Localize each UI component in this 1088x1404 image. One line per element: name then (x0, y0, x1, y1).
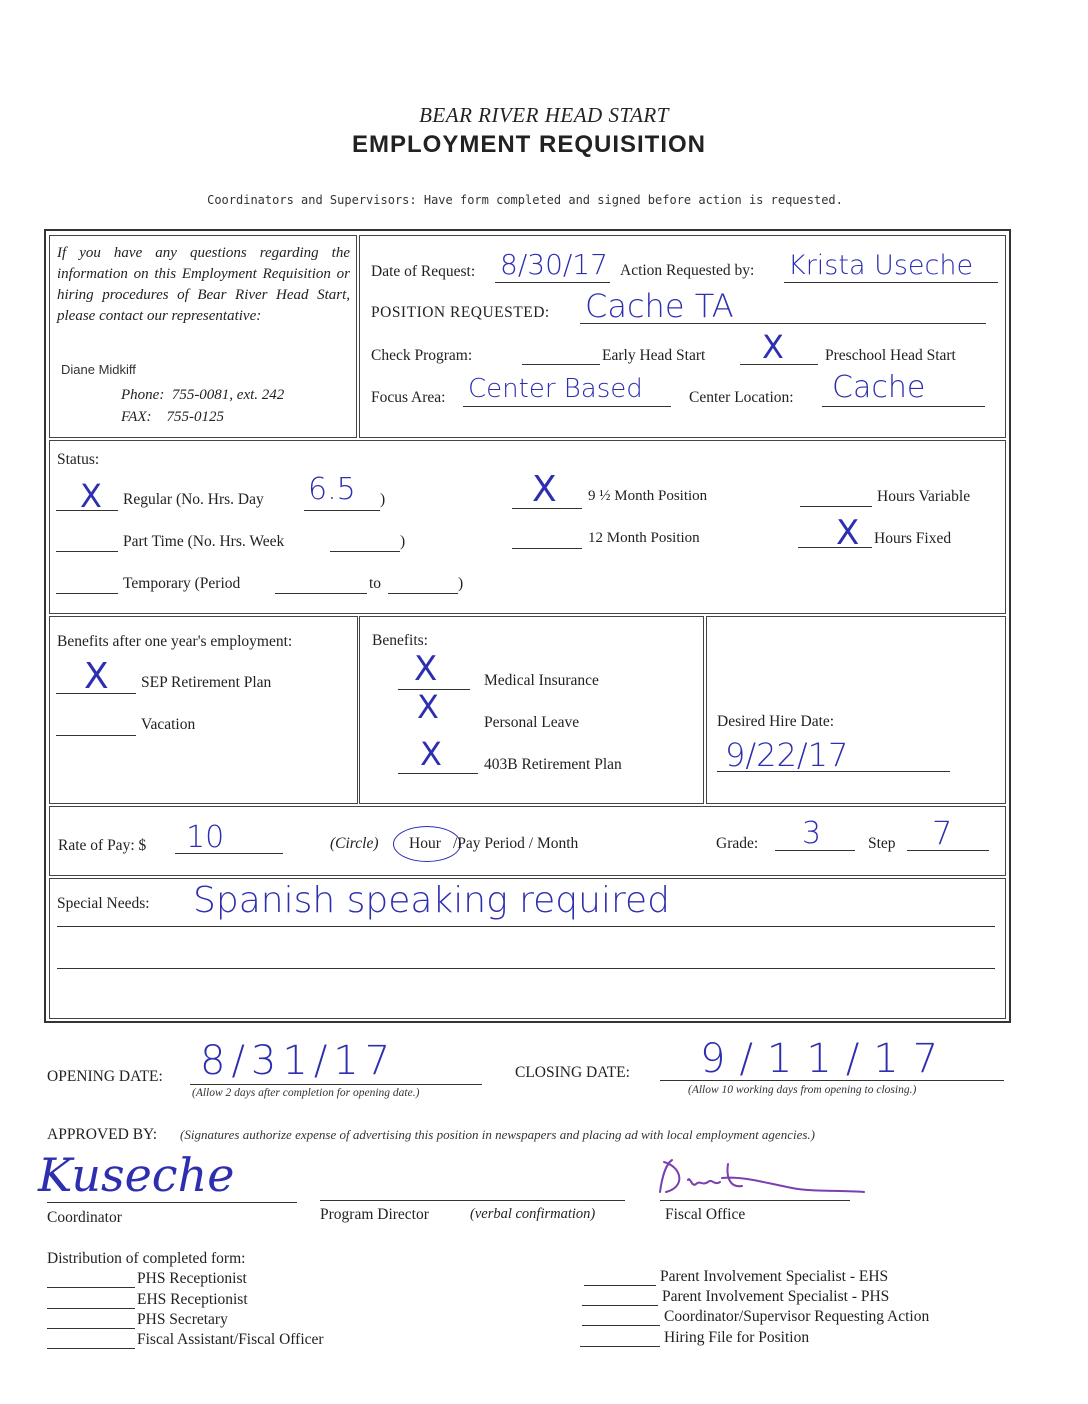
fiscal-office-label: Fiscal Office (665, 1206, 746, 1223)
action-requested-value[interactable]: Krista Useche (788, 250, 974, 281)
regular-hours-line (304, 510, 380, 511)
sep-label: SEP Retirement Plan (141, 674, 272, 691)
retirement-line (398, 773, 478, 774)
opening-date-value[interactable]: 8/31/17 (200, 1038, 397, 1084)
personal-leave-label: Personal Leave (484, 714, 580, 731)
regular-label: Regular (No. Hrs. Day (123, 491, 264, 508)
benefits-after-label: Benefits after one year's employment: (57, 633, 293, 650)
hire-date-box (706, 616, 1006, 804)
medical-check-mark[interactable]: X (414, 649, 438, 689)
date-of-request-label: Date of Request: (371, 263, 476, 280)
position-requested-value[interactable]: Cache TA (585, 287, 734, 325)
temporary-from-line (275, 593, 367, 594)
twelve-month-label: 12 Month Position (588, 530, 700, 546)
dist-right-line-2 (582, 1305, 658, 1306)
approved-by-note: (Signatures authorize expense of advertising this position in newspapers and placing ad with local employment agencies.) (180, 1127, 815, 1142)
date-of-request-value[interactable]: 8/30/17 (500, 248, 608, 281)
distribution-label: Distribution of completed form: (47, 1250, 246, 1267)
regular-hours-value[interactable]: 6.5 (308, 472, 356, 507)
opening-date-line (190, 1084, 482, 1085)
contact-name: Diane Midkiff (61, 362, 136, 377)
opening-date-note: (Allow 2 days after completion for opening date.) (192, 1087, 420, 1099)
opening-date-label: OPENING DATE: (47, 1068, 163, 1085)
dist-left-item: EHS Receptionist (137, 1291, 248, 1308)
dist-right-line-3 (582, 1325, 660, 1326)
vacation-line (56, 735, 136, 736)
focus-area-value[interactable]: Center Based (468, 374, 643, 404)
contact-fax: FAX: 755-0125 (121, 409, 225, 425)
nine-month-label: 9 ½ Month Position (588, 488, 708, 504)
retirement-403b-label: 403B Retirement Plan (484, 756, 622, 773)
regular-close-paren: ) (380, 491, 386, 508)
form-title: EMPLOYMENT REQUISITION (351, 131, 706, 158)
hours-fixed-label: Hours Fixed (874, 530, 952, 547)
position-requested-label: POSITION REQUESTED: (371, 304, 550, 321)
center-location-label: Center Location: (689, 389, 794, 406)
focus-area-line (463, 406, 671, 407)
coordinator-signature[interactable]: Kuseche (38, 1148, 235, 1202)
special-needs-label: Special Needs: (57, 895, 150, 912)
contact-phone: Phone: 755-0081, ext. 242 (121, 387, 285, 403)
organization-name: BEAR RIVER HEAD START (419, 103, 669, 127)
focus-area-label: Focus Area: (371, 389, 446, 406)
early-head-start-line (522, 364, 600, 365)
vacation-label: Vacation (141, 716, 196, 733)
dist-left-line-2 (47, 1308, 135, 1309)
early-head-start-label: Early Head Start (602, 347, 706, 364)
part-time-hours-line (330, 551, 400, 552)
center-location-line (822, 406, 985, 407)
fiscal-office-line (660, 1200, 850, 1201)
dist-left-line-3 (47, 1328, 135, 1329)
temporary-to-label: to (369, 575, 382, 592)
part-time-label: Part Time (No. Hrs. Week (123, 533, 285, 550)
temporary-label: Temporary (Period (123, 575, 241, 592)
hours-variable-line (800, 506, 872, 507)
dist-left-line-1 (47, 1287, 135, 1288)
date-of-request-line (495, 282, 610, 283)
preschool-check-mark[interactable]: X (762, 328, 784, 366)
regular-check-mark[interactable]: X (80, 477, 102, 515)
special-needs-value[interactable]: Spanish speaking required (193, 880, 670, 921)
step-label: Step (868, 835, 896, 852)
hours-fixed-check-mark[interactable]: X (836, 513, 860, 553)
part-time-close-paren: ) (400, 533, 406, 550)
desired-hire-date-label: Desired Hire Date: (717, 713, 835, 730)
dist-left-item: PHS Receptionist (137, 1270, 247, 1287)
preschool-head-start-label: Preschool Head Start (825, 347, 956, 364)
special-needs-line-1 (57, 926, 995, 927)
dist-right-item: Coordinator/Supervisor Requesting Action (664, 1308, 930, 1325)
rate-of-pay-value[interactable]: 10 (186, 820, 225, 855)
sep-check-mark[interactable]: X (84, 656, 109, 697)
twelve-month-line (512, 548, 582, 549)
step-value[interactable]: 7 (932, 814, 953, 852)
medical-label: Medical Insurance (484, 672, 599, 689)
dist-left-item: Fiscal Assistant/Fiscal Officer (137, 1331, 324, 1348)
program-director-note: (verbal confirmation) (470, 1206, 596, 1222)
retirement-check-mark[interactable]: X (420, 735, 442, 773)
dist-right-line-4 (580, 1346, 660, 1347)
contact-text: If you have any questions regarding the information on this Employment Requisition or hiring procedures of Bear River Head Start, please contact our representative: (57, 245, 350, 324)
desired-hire-date-value[interactable]: 9/22/17 (725, 736, 849, 774)
dist-left-line-4 (47, 1348, 135, 1349)
personal-check-mark[interactable]: X (417, 688, 439, 726)
closing-date-note: (Allow 10 working days from opening to closing.) (688, 1084, 917, 1096)
dist-left-item: PHS Secretary (137, 1311, 228, 1328)
program-director-line (320, 1200, 625, 1201)
coordinator-line (47, 1202, 297, 1203)
status-label: Status: (57, 451, 100, 468)
dist-right-item: Parent Involvement Specialist - PHS (662, 1288, 890, 1305)
special-needs-line-2 (57, 968, 995, 969)
closing-date-label: CLOSING DATE: (515, 1064, 630, 1081)
grade-value[interactable]: 3 (802, 816, 822, 851)
fiscal-office-signature[interactable] (652, 1152, 872, 1202)
dist-right-line-1 (584, 1285, 656, 1286)
part-time-line (56, 551, 118, 552)
form-instructions: Coordinators and Supervisors: Have form completed and signed before action is requested. (207, 193, 843, 207)
dist-right-item: Hiring File for Position (664, 1329, 810, 1346)
grade-label: Grade: (716, 835, 759, 852)
action-requested-line (784, 282, 998, 283)
circle-label: (Circle) (330, 835, 379, 852)
check-program-label: Check Program: (371, 347, 473, 364)
center-location-value[interactable]: Cache (832, 370, 926, 405)
nine-month-check-mark[interactable]: X (532, 469, 557, 510)
dist-right-item: Parent Involvement Specialist - EHS (660, 1268, 889, 1285)
action-requested-label: Action Requested by: (620, 262, 755, 279)
temporary-close-paren: ) (458, 575, 464, 592)
closing-date-value[interactable]: 9/11/17 (700, 1036, 953, 1082)
temporary-to-line (388, 593, 458, 594)
hours-variable-label: Hours Variable (877, 488, 971, 505)
approved-by-label: APPROVED BY: (47, 1126, 158, 1143)
temporary-line (56, 593, 118, 594)
rate-of-pay-label: Rate of Pay: $ (58, 837, 147, 854)
hours-fixed-line (798, 547, 872, 548)
program-director-label: Program Director (320, 1206, 429, 1223)
benefits-label: Benefits: (372, 632, 428, 649)
pay-period-options: /Pay Period / Month (453, 835, 579, 852)
coordinator-label: Coordinator (47, 1209, 122, 1226)
hour-option[interactable]: Hour (409, 835, 441, 852)
